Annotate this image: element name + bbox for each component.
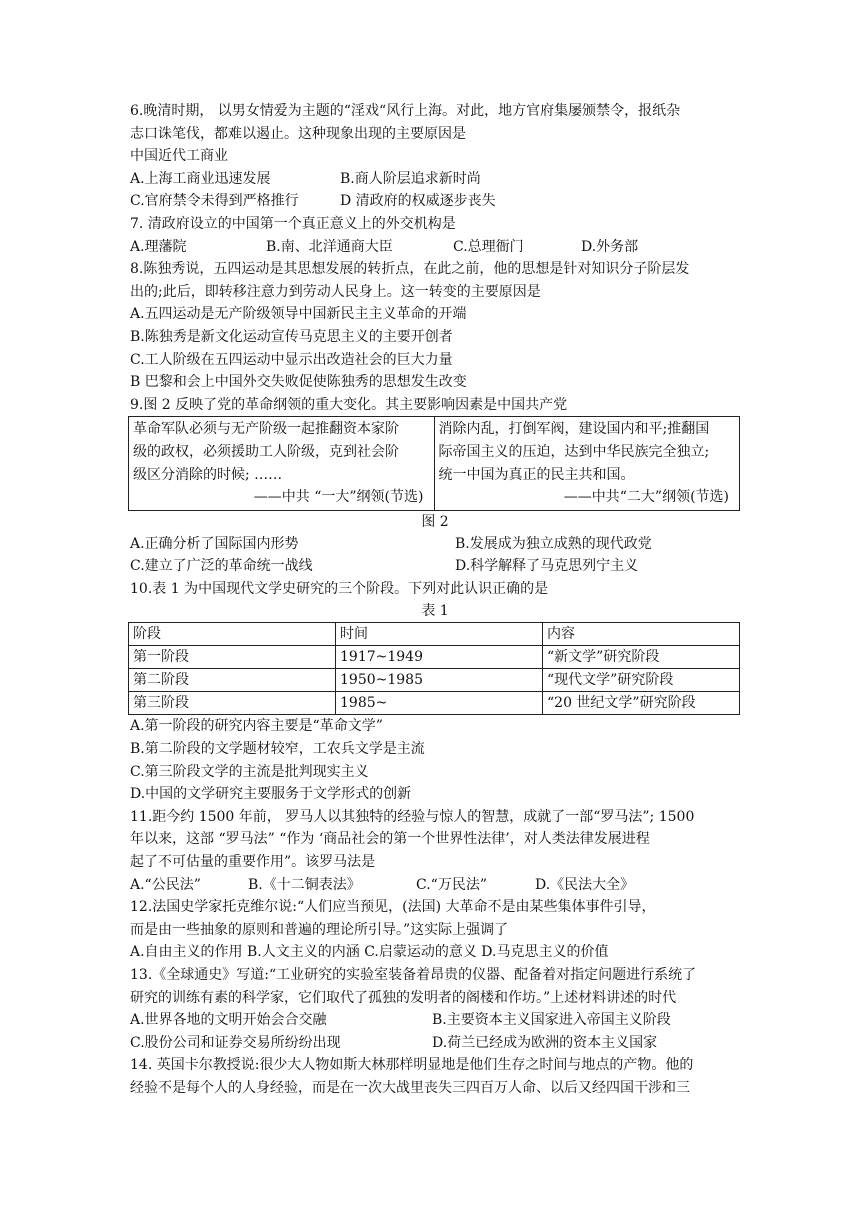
question-12 — [130, 896, 740, 964]
figure-2-caption: 图 2 — [421, 513, 449, 530]
table-cell: “20 世纪文学”研究阶段 — [543, 692, 740, 715]
table-1 — [128, 622, 740, 715]
option-b[interactable]: B.主要资本主义国家进入帝国主义阶段 — [432, 1012, 671, 1029]
question-7-stem-line: 7. 清政府设立的中国第一个真正意义上的外交机构是 — [130, 215, 456, 232]
question-14-stem-line: 14. 英国卡尔教授说:很少大人物如斯大林那样明显地是他们生存之时间与地点的产物。他的 — [130, 1057, 694, 1074]
question-9 — [130, 394, 740, 578]
option-b[interactable]: B.陈独秀是新文化运动宣传马克思主义的主要开创者 — [130, 328, 453, 345]
table-cell: “新文学”研究阶段 — [543, 646, 740, 669]
option-a[interactable]: A.正确分析了国际国内形势 — [130, 535, 299, 552]
table-header-row — [129, 623, 740, 646]
option-b[interactable]: B.商人阶层追求新时尚 — [340, 170, 481, 187]
question-13-stem-line: 13.《全球通史》写道:“工业研究的实验室装备着昂贵的仪器、配备着对指定问题进行系统了 — [130, 967, 697, 983]
option-a[interactable]: A.“公民法” — [130, 876, 201, 893]
question-14-stem-line: 经验不是每个人的人身经验，而是在一次大战里丧失三四百万人命、以后又经四国干涉和三 — [130, 1079, 690, 1096]
question-11 — [130, 806, 740, 896]
question-12-stem-line: 12.法国史学家托克维尔说:“人们应当预见，(法国) 大革命不是由某些集体事件引导， — [130, 899, 656, 916]
figure-2-right-line: 消除内乱，打倒军阀，建设国内和平;推翻国 — [438, 421, 710, 438]
question-11-stem-line: 年以来，这部 “罗马法” “作为 ‘商品社会的第一个世界性法律’，对人类法律发展进程 — [130, 831, 650, 848]
figure-2-right-line: 际帝国主义的压迫，达到中华民族完全独立; — [438, 443, 710, 460]
option-a[interactable]: A.五四运动是无产阶级领导中国新民主主义革命的开端 — [130, 306, 467, 323]
table-cell: 第二阶段 — [129, 669, 336, 692]
question-10 — [130, 578, 740, 806]
figure-2-table — [128, 416, 740, 510]
table-cell: 1917~1949 — [336, 646, 543, 669]
table-1-caption: 表 1 — [421, 603, 449, 620]
option-d[interactable]: D.科学解释了马克思列宁主义 — [455, 558, 639, 575]
figure-2-left-cell — [129, 417, 435, 510]
option-d[interactable]: B 巴黎和会上中国外交失败促使陈独秀的思想发生改变 — [130, 374, 467, 391]
table-row — [129, 646, 740, 669]
option-b[interactable]: B.发展成为独立成熟的现代政党 — [455, 535, 652, 552]
figure-2-right-cell — [434, 417, 740, 510]
question-9-stem-line: 9.图 2 反映了党的革命纲领的重大变化。其主要影响因素是中国共产党 — [130, 396, 568, 413]
question-11-options-row — [130, 874, 740, 897]
option-b[interactable]: B.《十二铜表法》 — [248, 876, 361, 893]
question-7-options-row — [130, 236, 740, 259]
question-11-stem-line: 11.距今约 1500 年前， 罗马人以其独特的经验与惊人的智慧，成就了一部“罗马法”; 1500 — [130, 808, 695, 825]
option-a[interactable]: A.上海工商业迅速发展 — [130, 170, 271, 187]
table-cell: 1950~1985 — [336, 669, 543, 692]
option-d[interactable]: D.外务部 — [581, 238, 639, 255]
option-c[interactable]: C.总理衙门 — [453, 238, 524, 255]
question-7 — [130, 213, 740, 258]
table-row — [129, 692, 740, 715]
option-c[interactable]: C.第三阶段文学的主流是批判现实主义 — [130, 763, 369, 780]
figure-2-right-source: ——中共“二大”纲领(节选) — [563, 489, 729, 506]
option-d[interactable]: D 清政府的权威逐步丧失 — [340, 193, 496, 210]
question-13-stem-line: 研究的训练有素的科学家，它们取代了孤独的发明者的阁楼和作坊。”上述材料讲述的时代 — [130, 989, 677, 1006]
table-row — [129, 669, 740, 692]
question-6-options-row — [130, 190, 740, 213]
figure-2-left-line: 革命军队必须与无产阶级一起推翻资本家阶 — [133, 421, 399, 438]
question-6-stem-line: 6.晚清时期， 以男女情爱为主题的“淫戏“风行上海。对此，地方官府集屡颁禁令，报纸杂 — [130, 103, 681, 119]
question-12-options-line[interactable]: A.自由主义的作用 B.人文主义的内涵 C.启蒙运动的意义 D.马克思主义的价值 — [130, 944, 609, 961]
option-b[interactable]: B.第二阶段的文学题材较窄，工农兵文学是主流 — [130, 741, 425, 758]
question-6-stem-line: 志口诛笔伐，都难以遏止。这种现象出现的主要原因是 — [130, 125, 466, 142]
option-d[interactable]: D.中国的文学研究主要服务于文学形式的创新 — [130, 786, 412, 803]
exam-page — [130, 100, 740, 1100]
option-c[interactable]: C.工人阶级在五四运动中显示出改造社会的巨大力量 — [130, 351, 453, 368]
table-header-cell: 内容 — [543, 623, 740, 646]
option-b[interactable]: B.南、北洋通商大臣 — [266, 238, 393, 255]
figure-2-right-line: 统一中国为真正的民主共和国。 — [438, 466, 635, 483]
question-11-stem-line: 起了不可估量的重要作用”。该罗马法是 — [130, 854, 376, 871]
question-6-stem-line: 中国近代工商业 — [130, 148, 228, 165]
table-header-cell: 阶段 — [129, 623, 336, 646]
question-6-options-row — [130, 168, 740, 191]
option-a[interactable]: A.世界各地的文明开始会合交融 — [130, 1012, 327, 1029]
question-9-options-row — [130, 533, 740, 556]
question-9-options-row — [130, 555, 740, 578]
figure-2-left-line: 级区分消除的时候; …… — [133, 466, 283, 483]
table-cell: 第三阶段 — [129, 692, 336, 715]
option-c[interactable]: C.官府禁令未得到严格推行 — [130, 193, 299, 210]
option-d[interactable]: D.《民法大全》 — [535, 876, 635, 893]
question-8-stem-line: 出的;此后，即转移注意力到劳动人民身上。这一转变的主要原因是 — [130, 283, 541, 300]
question-8-stem-line: 8.陈独秀说，五四运动是其思想发展的转折点，在此之前，他的思想是针对知识分子阶层发 — [130, 261, 690, 278]
option-c[interactable]: C.股份公司和证券交易所纷纷出现 — [130, 1034, 341, 1051]
question-14 — [130, 1054, 740, 1099]
option-c[interactable]: C.“万民法” — [416, 876, 487, 893]
option-d[interactable]: D.荷兰已经成为欧洲的资本主义国家 — [432, 1034, 658, 1051]
table-cell: “现代文学”研究阶段 — [543, 669, 740, 692]
option-a[interactable]: A.理藩院 — [130, 238, 187, 255]
question-10-stem-line: 10.表 1 为中国现代文学史研究的三个阶段。下列对此认识正确的是 — [130, 580, 549, 597]
question-8 — [130, 258, 740, 394]
option-c[interactable]: C.建立了广泛的革命统一战线 — [130, 558, 313, 575]
question-12-stem-line: 而是由一些抽象的原则和普遍的理论所引导。”这实际上强调了 — [130, 921, 509, 938]
question-6 — [130, 100, 740, 213]
question-13 — [130, 964, 740, 1054]
figure-2-left-source: ——中共 “一大”纲领(节选) — [253, 489, 424, 506]
option-a[interactable]: A.第一阶段的研究内容主要是“革命文学” — [130, 718, 383, 735]
figure-2-left-line: 级的政权，必须援助工人阶级，克到社会阶 — [133, 443, 399, 460]
table-cell: 第一阶段 — [129, 646, 336, 669]
table-header-cell: 时间 — [336, 623, 543, 646]
question-13-options-row — [130, 1032, 740, 1055]
question-13-options-row — [130, 1009, 740, 1032]
table-cell: 1985~ — [336, 692, 543, 715]
